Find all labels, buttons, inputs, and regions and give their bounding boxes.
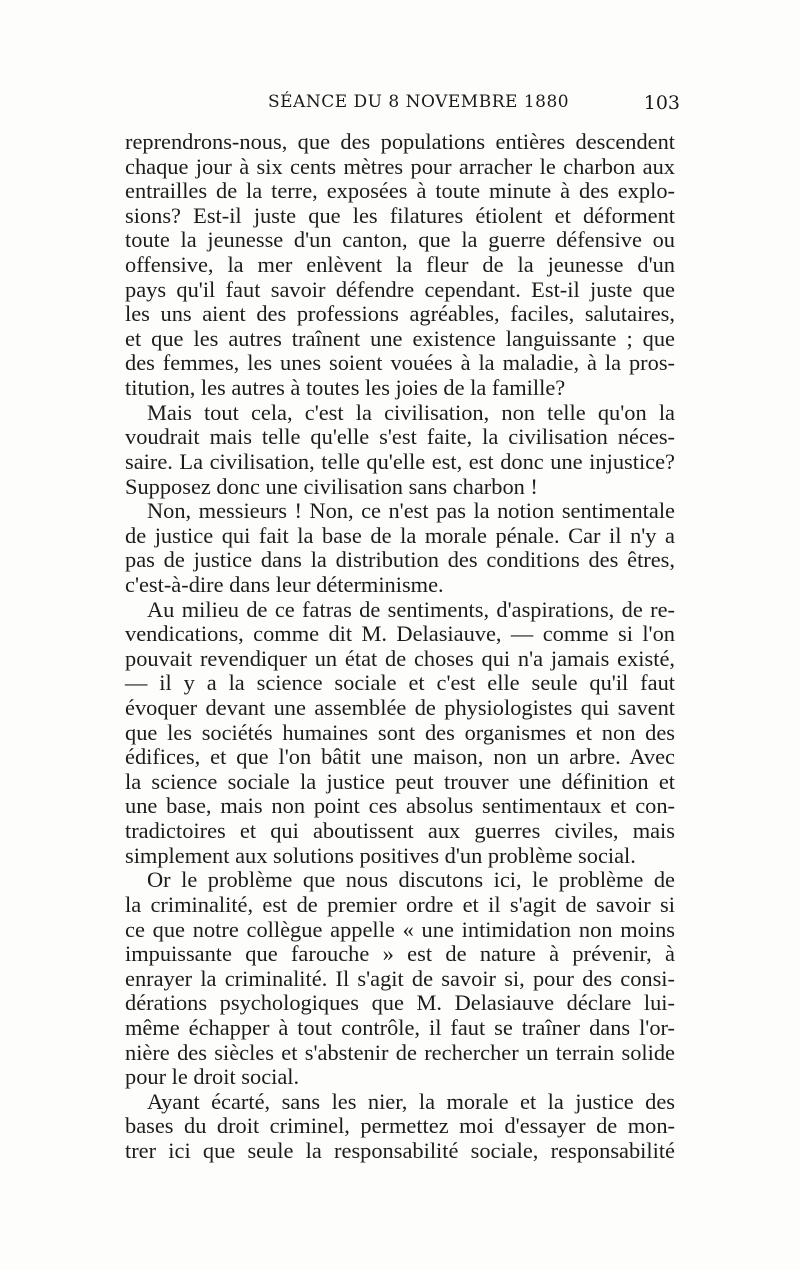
text-line: Ayant écarté, sans les nier, la morale et la justice des bbox=[147, 1088, 675, 1114]
text-line: Non, messieurs ! Non, ce n'est pas la notion sentimentale bbox=[147, 498, 675, 524]
text-line: la science sociale la justice peut trouver une définition et bbox=[125, 768, 675, 794]
text-line: entrailles de la terre, exposées à toute minute à des explo- bbox=[125, 178, 675, 204]
text-line: la criminalité, est de premier ordre et il s'agit de savoir si bbox=[125, 891, 675, 917]
text-line: toute la jeunesse d'un canton, que la guerre défensive ou bbox=[125, 227, 675, 253]
text-line: pays qu'il faut savoir défendre cependant. Est-il juste que bbox=[125, 276, 675, 302]
text-line: pas de justice dans la distribution des conditions des êtres, bbox=[125, 547, 675, 573]
text-line: chaque jour à six cents mètres pour arracher le charbon aux bbox=[125, 153, 675, 179]
text-line: enrayer la criminalité. Il s'agit de savoir si, pour des consi- bbox=[125, 965, 675, 991]
text-line: tradictoires et qui aboutissent aux guerres civiles, mais bbox=[125, 818, 675, 844]
running-title: SÉANCE DU 8 NOVEMBRE 1880 bbox=[268, 92, 570, 112]
text-line: ce que notre collègue appelle « une intimidation non moins bbox=[125, 916, 675, 942]
text-line: pouvait revendiquer un état de choses qui n'a jamais existé, bbox=[125, 645, 675, 671]
text-line: une base, mais non point ces absolus sentimentaux et con- bbox=[125, 793, 675, 819]
text-line: dérations psychologiques que M. Delasiauve déclare lui- bbox=[125, 990, 675, 1016]
text-line: les uns aient des professions agréables, faciles, salutaires, bbox=[125, 301, 675, 327]
text-line: saire. La civilisation, telle qu'elle est, est donc une injustice? bbox=[125, 448, 675, 474]
text-line: impuissante que farouche » est de nature à prévenir, à bbox=[125, 941, 675, 967]
text-line: Or le problème que nous discutons ici, le problème de bbox=[147, 867, 675, 893]
text-line: Mais tout cela, c'est la civilisation, non telle qu'on la bbox=[147, 399, 675, 425]
text-line: pour le droit social. bbox=[125, 1064, 300, 1090]
text-line: simplement aux solutions positives d'un problème social. bbox=[125, 842, 636, 868]
body-text bbox=[125, 130, 675, 1164]
text-line: trer ici que seule la responsabilité sociale, responsabilité bbox=[125, 1137, 675, 1163]
text-line: vendications, comme dit M. Delasiauve, — comme si l'on bbox=[125, 621, 675, 647]
text-line: Au milieu de ce fatras de sentiments, d'aspirations, de re- bbox=[147, 596, 675, 622]
text-line: édifices, et que l'on bâtit une maison, non un arbre. Avec bbox=[125, 744, 675, 770]
text-line: même échapper à tout contrôle, il faut se traîner dans l'or- bbox=[125, 1014, 675, 1040]
text-line: nière des siècles et s'abstenir de rechercher un terrain solide bbox=[125, 1039, 675, 1065]
page-number: 103 bbox=[643, 92, 680, 114]
text-line: reprendrons-nous, que des populations entières descendent bbox=[125, 129, 675, 154]
text-line: évoquer devant une assemblée de physiologistes qui savent bbox=[125, 695, 675, 721]
text-line: bases du droit criminel, permettez moi d'essayer de mon- bbox=[125, 1113, 675, 1139]
text-line: et que les autres traînent une existence languissante ; que bbox=[125, 325, 675, 351]
text-line: c'est-à-dire dans leur déterminisme. bbox=[125, 571, 444, 597]
text-line: titution, les autres à toutes les joies de la famille? bbox=[125, 375, 566, 401]
text-line: — il y a la science sociale et c'est elle seule qu'il faut bbox=[125, 670, 675, 696]
text-line: Supposez donc une civilisation sans charbon ! bbox=[125, 473, 538, 499]
text-line: offensive, la mer enlèvent la fleur de la jeunesse d'un bbox=[125, 252, 675, 278]
text-line: voudrait mais telle qu'elle s'est faite, la civilisation néces- bbox=[125, 424, 675, 450]
text-line: de justice qui fait la base de la morale pénale. Car il n'y a bbox=[125, 522, 675, 548]
text-line: que les sociétés humaines sont des organismes et non des bbox=[125, 719, 675, 745]
page-header bbox=[268, 92, 680, 120]
text-line: sions? Est-il juste que les filatures étiolent et déforment bbox=[125, 202, 675, 228]
text-line: des femmes, les unes soient vouées à la maladie, à la pros- bbox=[125, 350, 675, 376]
